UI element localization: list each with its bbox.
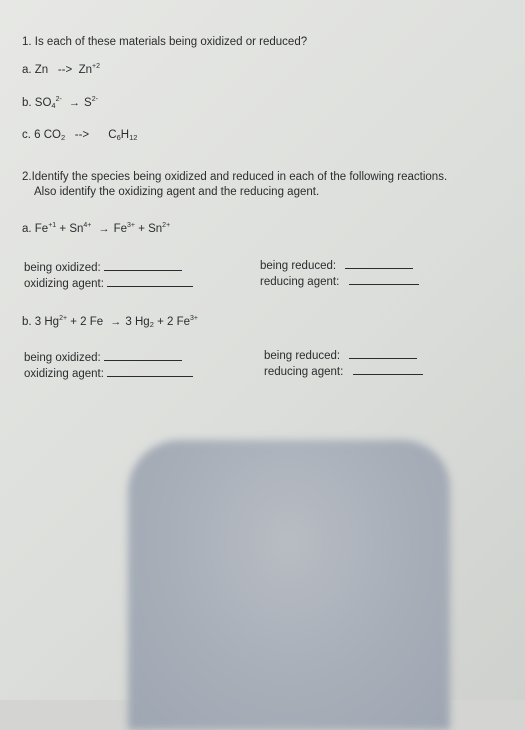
q2b-reduced-row (264, 348, 417, 363)
q2a-reactant2: + Sn (59, 223, 84, 235)
q2a-oxidizing-row (24, 276, 193, 291)
q1a-reactant: a. Zn (22, 64, 49, 76)
q1b-product: S (84, 97, 92, 109)
q2a-product1: Fe (113, 223, 127, 235)
q2b-oxidizing-agent-label: oxidizing agent: (24, 368, 104, 380)
q2a-reduced-row (260, 258, 413, 273)
q2b-reactant2: + 2 Fe (70, 316, 104, 328)
q2a-oxidized-row (24, 260, 182, 275)
q1-part-c (22, 128, 137, 142)
q2a-reducing-agent-label: reducing agent: (260, 276, 340, 288)
q2a-being-oxidized-label: being oxidized: (24, 262, 101, 274)
q1b-charge: 2- (55, 96, 62, 103)
q1a-arrow: --> (57, 64, 73, 76)
q2a-arrow: → (98, 223, 110, 235)
hand-shadow (128, 440, 450, 730)
q2a-reactant2-charge: 4+ (83, 222, 92, 229)
q1c-sub: 2 (60, 133, 66, 142)
q2a-oxidizing-agent-label: oxidizing agent: (24, 278, 104, 290)
q1c-sub-h: 12 (129, 133, 138, 142)
q2-reaction-a (22, 222, 170, 236)
q2a-reactant1: a. Fe (22, 223, 49, 235)
q2a-being-reduced-label: being reduced: (260, 260, 337, 272)
q1c-reactant: c. 6 CO (22, 129, 61, 141)
q2a-oxidizing-agent-blank[interactable] (107, 276, 193, 287)
q2a-product1-charge: 3+ (127, 222, 135, 229)
q1c-product-h: H (120, 129, 130, 141)
q2b-oxidizing-row (24, 366, 193, 381)
q2a-being-reduced-blank[interactable] (345, 258, 413, 269)
q2b-product2-charge: 3+ (190, 315, 198, 322)
q2a-reducing-row (260, 274, 419, 289)
q1b-arrow: → (69, 97, 81, 109)
q2b-being-reduced-label: being reduced: (264, 350, 341, 362)
q1b-sub: 4 (51, 101, 56, 110)
q2b-product1-sub: 2 (149, 320, 154, 329)
q2b-reducing-agent-label: reducing agent: (264, 366, 344, 378)
q2b-being-oxidized-label: being oxidized: (24, 352, 101, 364)
q2b-being-reduced-blank[interactable] (349, 348, 417, 359)
q2a-being-oxidized-blank[interactable] (104, 260, 182, 271)
q1-part-a (22, 63, 100, 77)
q2b-product1: 3 Hg (125, 316, 150, 328)
q2-reaction-b (22, 315, 198, 329)
q2b-arrow: → (110, 316, 122, 328)
q1c-sub-c: 6 (116, 133, 121, 142)
q1b-product-charge: 2- (91, 96, 98, 103)
q2-title-line2: Also identify the oxidizing agent and the reducing agent. (34, 186, 320, 198)
q2a-product2-charge: 2+ (162, 222, 171, 229)
q1a-product: Zn (78, 64, 92, 76)
q2b-oxidizing-agent-blank[interactable] (107, 366, 193, 377)
q1-title: 1. Is each of these materials being oxidized or reduced? (22, 36, 308, 48)
q2b-being-oxidized-blank[interactable] (104, 350, 182, 361)
q2b-reducing-row (264, 364, 423, 379)
q2a-reducing-agent-blank[interactable] (349, 274, 419, 285)
q1c-product-c: C (108, 129, 117, 141)
q2b-reactant1-charge: 2+ (59, 315, 68, 322)
q2b-reactant1: b. 3 Hg (22, 316, 60, 328)
q1-part-b (22, 96, 98, 110)
q1c-arrow: --> (74, 129, 90, 141)
q2b-oxidized-row (24, 350, 182, 365)
q2a-product2: + Sn (138, 223, 163, 235)
q1a-product-charge: +2 (92, 63, 100, 70)
q2b-product2: + 2 Fe (157, 316, 191, 328)
q2b-reducing-agent-blank[interactable] (353, 364, 423, 375)
q1b-reactant: b. SO (22, 97, 52, 109)
q2-title-line1: 2.Identify the species being oxidized and reduced in each of the following reactions. (22, 171, 448, 183)
q2a-reactant1-charge: +1 (48, 222, 57, 229)
